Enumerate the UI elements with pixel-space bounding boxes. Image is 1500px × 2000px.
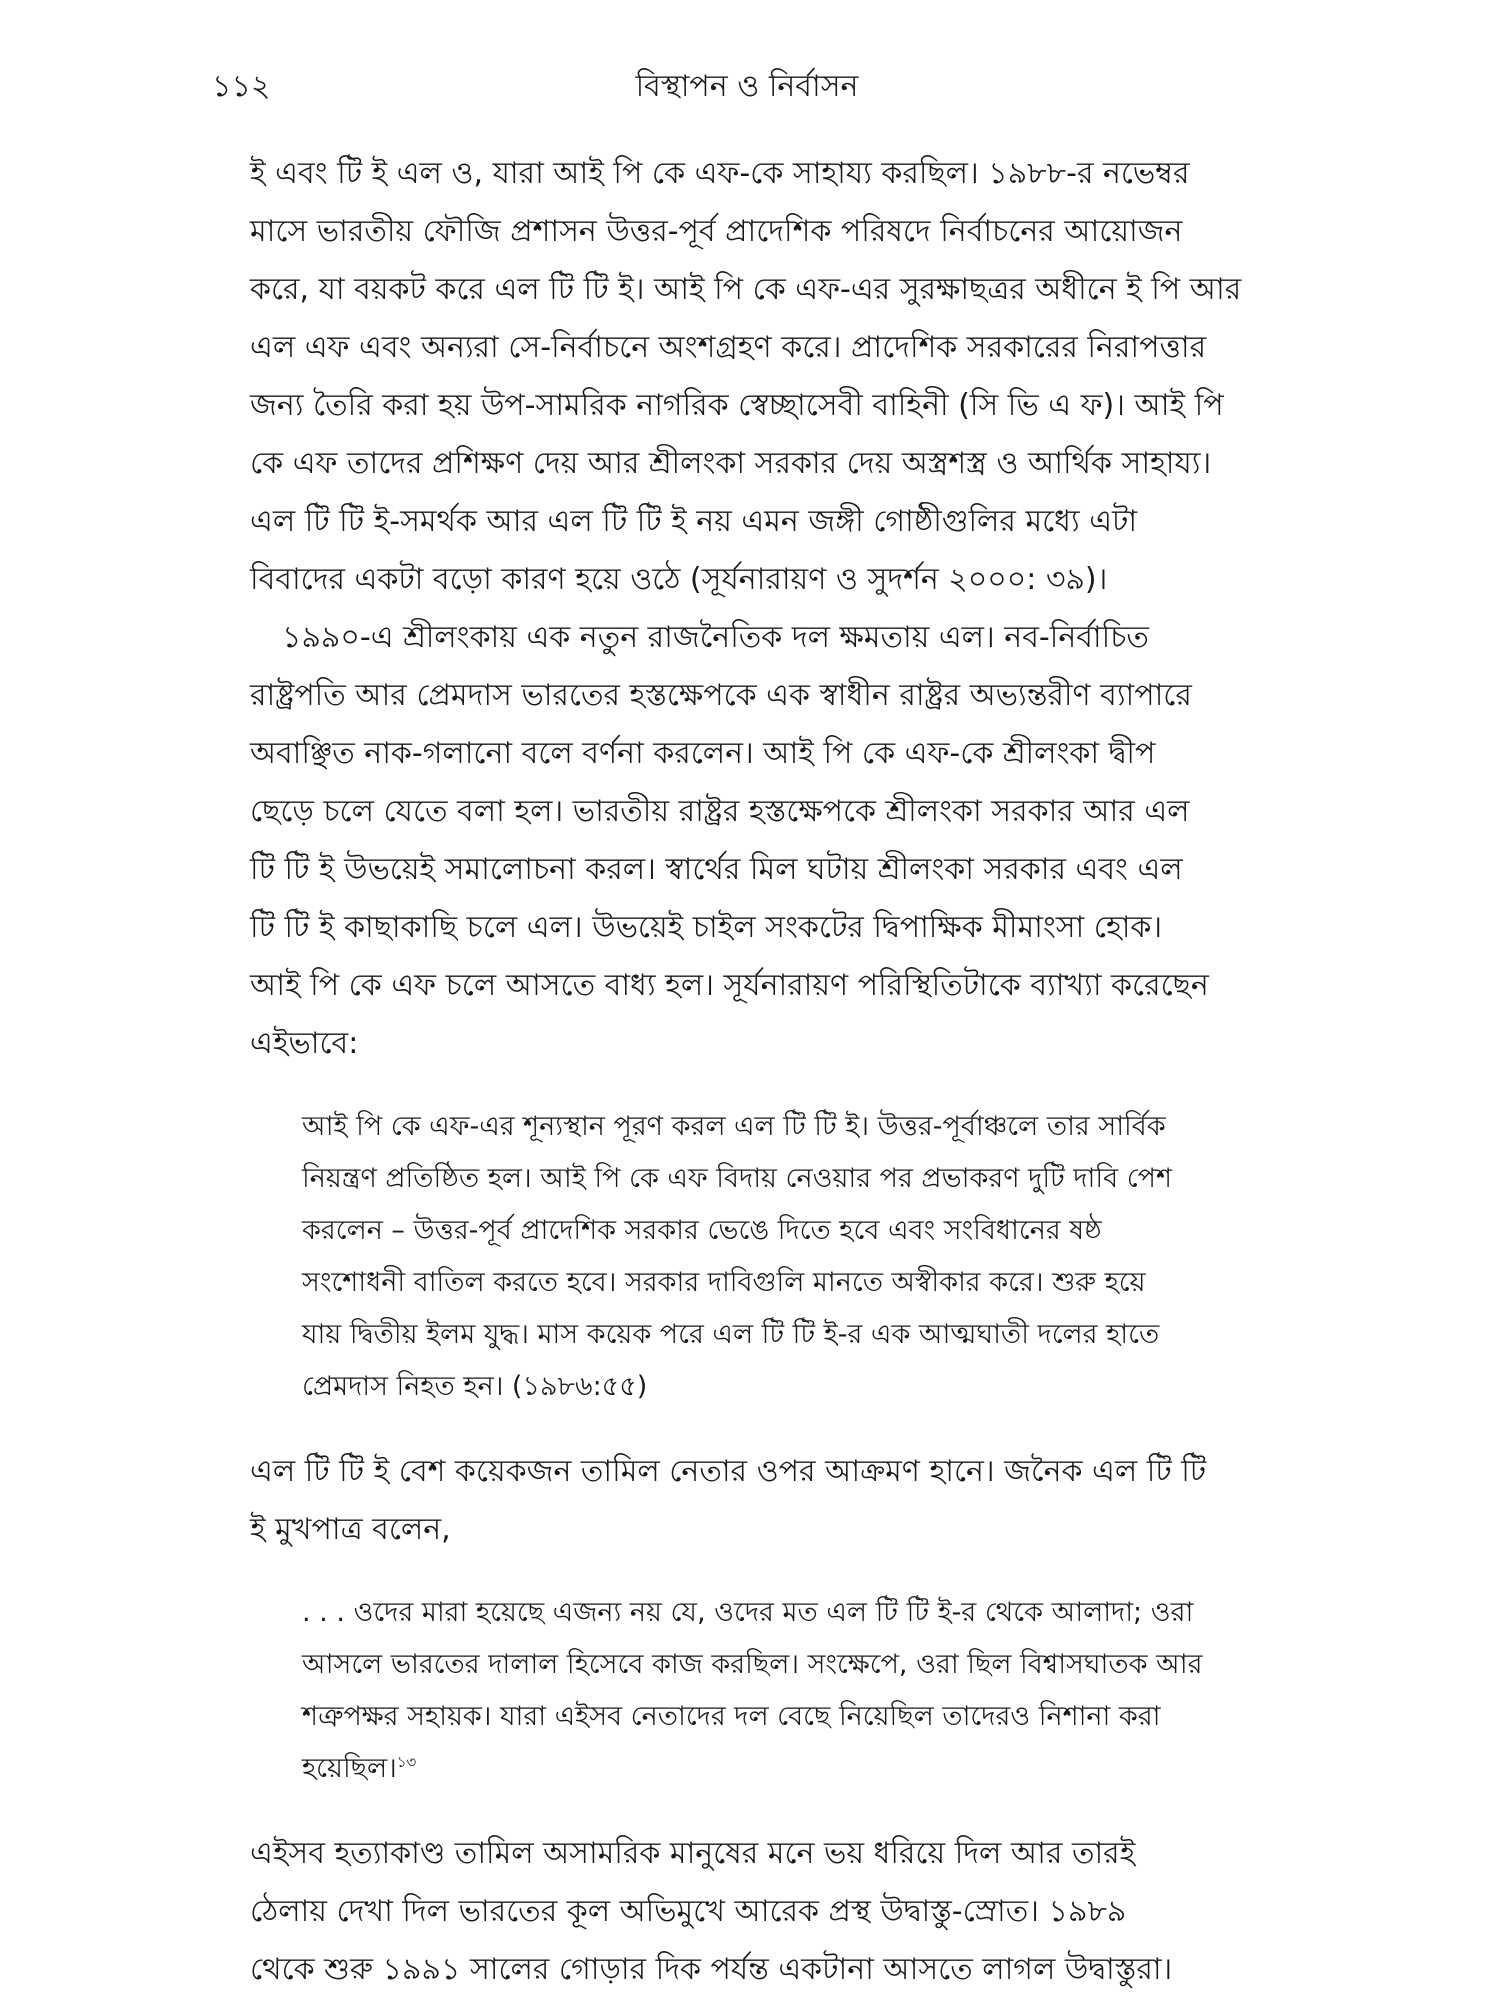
paragraph-4 <box>250 1825 1300 1999</box>
text-line: রাষ্ট্রপতি আর প্রেমদাস ভারতের হস্তক্ষেপকে এক স্বাধীন রাষ্ট্রর অভ্যন্তরীণ ব্যাপারে <box>250 678 1192 713</box>
text-line: টি টি ই কাছাকাছি চলে এল। উভয়েই চাইল সংকটের দ্বিপাক্ষিক মীমাংসা হোক। <box>250 910 1163 945</box>
text-line: ঠেলায় দেখা দিল ভারতের কূল অভিমুখে আরেক প্রস্থ উদ্বাস্তু-স্রোত। ১৯৮৯ <box>250 1894 1127 1929</box>
paragraph-3 <box>250 1443 1300 1559</box>
text-line: কে এফ তাদের প্রশিক্ষণ দেয় আর শ্রীলংকা সরকার দেয় অস্ত্রশস্ত্র ও আর্থিক সাহায্য। <box>250 446 1212 481</box>
text-line: ই মুখপাত্র বলেন, <box>250 1512 451 1547</box>
text-line: টি টি ই উভয়েই সমালোচনা করল। স্বার্থের মিল ঘটায় শ্রীলংকা সরকার এবং এল <box>250 852 1183 887</box>
quote-line: যায় দ্বিতীয় ইলম যুদ্ধ। মাস কয়েক পরে এল টি টি ই-র এক আত্মঘাতী দলের হাতে <box>302 1319 1160 1350</box>
running-title: বিস্থাপন ও নির্বাসন <box>635 69 859 104</box>
text-line: এল এফ এবং অন্যরা সে-নির্বাচনে অংশগ্রহণ করে। প্রাদেশিক সরকারের নিরাপত্তার <box>250 330 1207 365</box>
quote-line: আসলে ভারতের দালাল হিসেবে কাজ করছিল। সংক্ষেপে, ওরা ছিল বিশ্বাসঘাতক আর <box>302 1649 1203 1680</box>
text-line: অবাঞ্ছিত নাক-গলানো বলে বর্ণনা করলেন। আই পি কে এফ-কে শ্রীলংকা দ্বীপ <box>250 736 1156 771</box>
text-line: মাসে ভারতীয় ফৌজি প্রশাসন উত্তর-পূর্ব প্রাদেশিক পরিষদে নির্বাচনের আয়োজন <box>250 214 1183 249</box>
paragraph-2 <box>250 609 1300 1073</box>
text-line: ১৯৯০-এ শ্রীলংকায় এক নতুন রাজনৈতিক দল ক্ষমতায় এল। নব-নির্বাচিত <box>282 620 1149 655</box>
text-line: এইভাবে: <box>250 1026 359 1061</box>
quote-line: প্রেমদাস নিহত হন। (১৯৮৬:৫৫) <box>302 1371 648 1402</box>
body-text <box>250 145 1300 1999</box>
text-line: করে, যা বয়কট করে এল টি টি ই। আই পি কে এফ-এর সুরক্ষাছত্রর অধীনে ই পি আর <box>250 272 1242 307</box>
footnote-marker: ১৩ <box>396 1753 417 1771</box>
text-line: এল টি টি ই-সমর্থক আর এল টি টি ই নয় এমন জঙ্গী গোষ্ঠীগুলির মধ্যে এটা <box>250 504 1138 539</box>
text-line: আই পি কে এফ চলে আসতে বাধ্য হল। সূর্যনারায়ণ পরিস্থিতিটাকে ব্যাখ্যা করেছেন <box>250 968 1209 1003</box>
quote-line-text: হয়েছিল। <box>302 1753 397 1784</box>
page-number: ১১২ <box>212 69 271 104</box>
text-line: থেকে শুরু ১৯৯১ সালের গোড়ার দিক পর্যন্ত একটানা আসতে লাগল উদ্বাস্তুরা। <box>250 1952 1173 1987</box>
block-quote-1 <box>302 1101 1300 1413</box>
quote-line: নিয়ন্ত্রণ প্রতিষ্ঠিত হল। আই পি কে এফ বিদায় নেওয়ার পর প্রভাকরণ দুটি দাবি পেশ <box>302 1163 1172 1194</box>
quote-line: শত্রুপক্ষর সহায়ক। যারা এইসব নেতাদের দল বেছে নিয়েছিল তাদেরও নিশানা করা <box>302 1701 1161 1732</box>
text-line: ই এবং টি ই এল ও, যারা আই পি কে এফ-কে সাহায্য করছিল। ১৯৮৮-র নভেম্বর <box>250 156 1190 191</box>
text-line: এল টি টি ই বেশ কয়েকজন তামিল নেতার ওপর আক্রমণ হানে। জনৈক এল টি টি <box>250 1454 1207 1489</box>
quote-line <box>302 1743 1300 1795</box>
text-line: বিবাদের একটা বড়ো কারণ হয়ে ওঠে (সূর্যনারায়ণ ও সুদর্শন ২০০০: ৩৯)। <box>250 562 1108 597</box>
quote-line: সংশোধনী বাতিল করতে হবে। সরকার দাবিগুলি মানতে অস্বীকার করে। শুরু হয়ে <box>302 1267 1146 1298</box>
text-line: এইসব হত্যাকাণ্ড তামিল অসামরিক মানুষের মনে ভয় ধরিয়ে দিল আর তারই <box>250 1836 1136 1871</box>
running-header <box>212 62 1282 112</box>
quote-line: . . . ওদের মারা হয়েছে এজন্য নয় যে, ওদের মত এল টি টি ই-র থেকে আলাদা; ওরা <box>302 1597 1194 1628</box>
quote-line: আই পি কে এফ-এর শূন্যস্থান পূরণ করল এল টি টি ই। উত্তর-পূর্বাঞ্চলে তার সার্বিক <box>302 1111 1166 1142</box>
paragraph-1 <box>250 145 1300 609</box>
text-line: ছেড়ে চলে যেতে বলা হল। ভারতীয় রাষ্ট্রর হস্তক্ষেপকে শ্রীলংকা সরকার আর এল <box>250 794 1190 829</box>
block-quote-2 <box>302 1587 1300 1795</box>
quote-line: করলেন – উত্তর-পূর্ব প্রাদেশিক সরকার ভেঙে দিতে হবে এবং সংবিধানের ষষ্ঠ <box>302 1215 1102 1246</box>
text-line: জন্য তৈরি করা হয় উপ-সামরিক নাগরিক স্বেচ্ছাসেবী বাহিনী (সি ভি এ ফ)। আই পি <box>250 388 1224 423</box>
